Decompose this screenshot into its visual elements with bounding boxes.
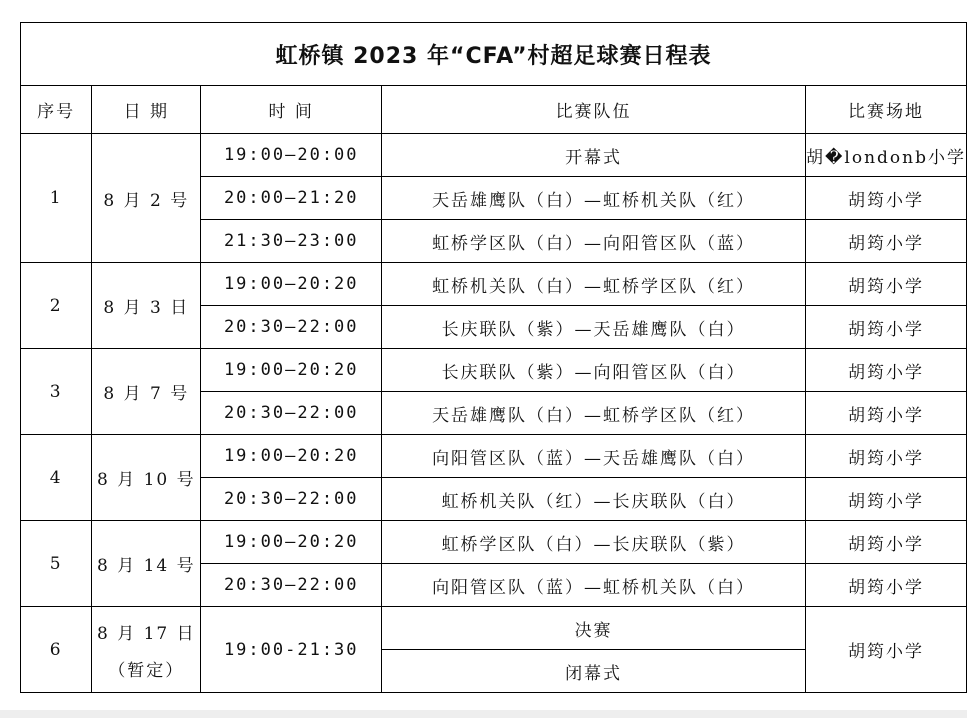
match-venue: 胡筠小学	[805, 177, 966, 220]
match-teams: 虹桥学区队（白）—向阳管区队（蓝）	[382, 220, 806, 263]
row-index: 3	[21, 349, 92, 435]
match-teams: 天岳雄鹰队（白）—虹桥机关队（红）	[382, 177, 806, 220]
match-teams: 天岳雄鹰队（白）—虹桥学区队（红）	[382, 392, 806, 435]
match-venue: 胡筠小学	[805, 478, 966, 521]
match-venue: 胡筠小学	[805, 220, 966, 263]
match-venue: 胡�londonb小学	[805, 134, 966, 177]
match-venue: 胡筠小学	[805, 306, 966, 349]
match-time: 19:00-21:30	[201, 607, 382, 693]
match-teams: 向阳管区队（蓝）—虹桥机关队（白）	[382, 564, 806, 607]
match-venue: 胡筠小学	[805, 435, 966, 478]
match-teams: 虹桥机关队（红）—长庆联队（白）	[382, 478, 806, 521]
match-teams: 开幕式	[382, 134, 806, 177]
match-time: 20:30—22:00	[201, 478, 382, 521]
row-index: 1	[21, 134, 92, 263]
header-date: 日 期	[92, 86, 201, 134]
match-date: 8 月 3 日	[92, 263, 201, 349]
match-teams: 长庆联队（紫）—向阳管区队（白）	[382, 349, 806, 392]
match-time: 21:30—23:00	[201, 220, 382, 263]
match-teams: 长庆联队（紫）—天岳雄鹰队（白）	[382, 306, 806, 349]
header-time: 时 间	[201, 86, 382, 134]
date-line: 8 月 17 日	[96, 623, 196, 644]
row-index: 4	[21, 435, 92, 521]
match-time: 19:00—20:20	[201, 349, 382, 392]
page-bottom-edge	[0, 710, 967, 718]
match-teams: 向阳管区队（蓝）—天岳雄鹰队（白）	[382, 435, 806, 478]
date-note: （暂定）	[108, 660, 185, 681]
match-time: 19:00—20:20	[201, 435, 382, 478]
match-venue: 胡筠小学	[805, 263, 966, 306]
match-teams: 虹桥机关队（白）—虹桥学区队（红）	[382, 263, 806, 306]
row-index: 6	[21, 607, 92, 693]
match-time: 20:30—22:00	[201, 564, 382, 607]
match-time: 20:30—22:00	[201, 306, 382, 349]
match-time: 19:00—20:20	[201, 263, 382, 306]
table-row	[21, 521, 967, 564]
row-index: 2	[21, 263, 92, 349]
header-match: 比赛队伍	[382, 86, 806, 134]
row-index: 5	[21, 521, 92, 607]
header-venue: 比赛场地	[805, 86, 966, 134]
header-row	[21, 86, 967, 134]
match-date: 8 月 7 号	[92, 349, 201, 435]
table-row	[21, 435, 967, 478]
match-teams: 虹桥学区队（白）—长庆联队（紫）	[382, 521, 806, 564]
match-date	[92, 607, 201, 693]
match-time: 19:00—20:00	[201, 134, 382, 177]
match-time: 19:00—20:20	[201, 521, 382, 564]
match-date: 8 月 14 号	[92, 521, 201, 607]
table-row	[21, 134, 967, 177]
match-date: 8 月 2 号	[92, 134, 201, 263]
closing-ceremony: 闭幕式	[382, 650, 806, 693]
table-row	[21, 263, 967, 306]
match-venue: 胡筠小学	[805, 564, 966, 607]
final-event: 决赛	[382, 607, 806, 650]
match-time: 20:30—22:00	[201, 392, 382, 435]
match-venue: 胡筠小学	[805, 392, 966, 435]
table-row	[21, 607, 967, 650]
table-row	[21, 349, 967, 392]
match-venue: 胡筠小学	[805, 349, 966, 392]
header-index: 序号	[21, 86, 92, 134]
match-date: 8 月 10 号	[92, 435, 201, 521]
schedule-table	[20, 22, 967, 693]
page-title: 虹桥镇 2023 年“CFA”村超足球赛日程表	[21, 23, 967, 86]
match-time: 20:00—21:20	[201, 177, 382, 220]
match-venue: 胡筠小学	[805, 607, 966, 693]
match-venue: 胡筠小学	[805, 521, 966, 564]
